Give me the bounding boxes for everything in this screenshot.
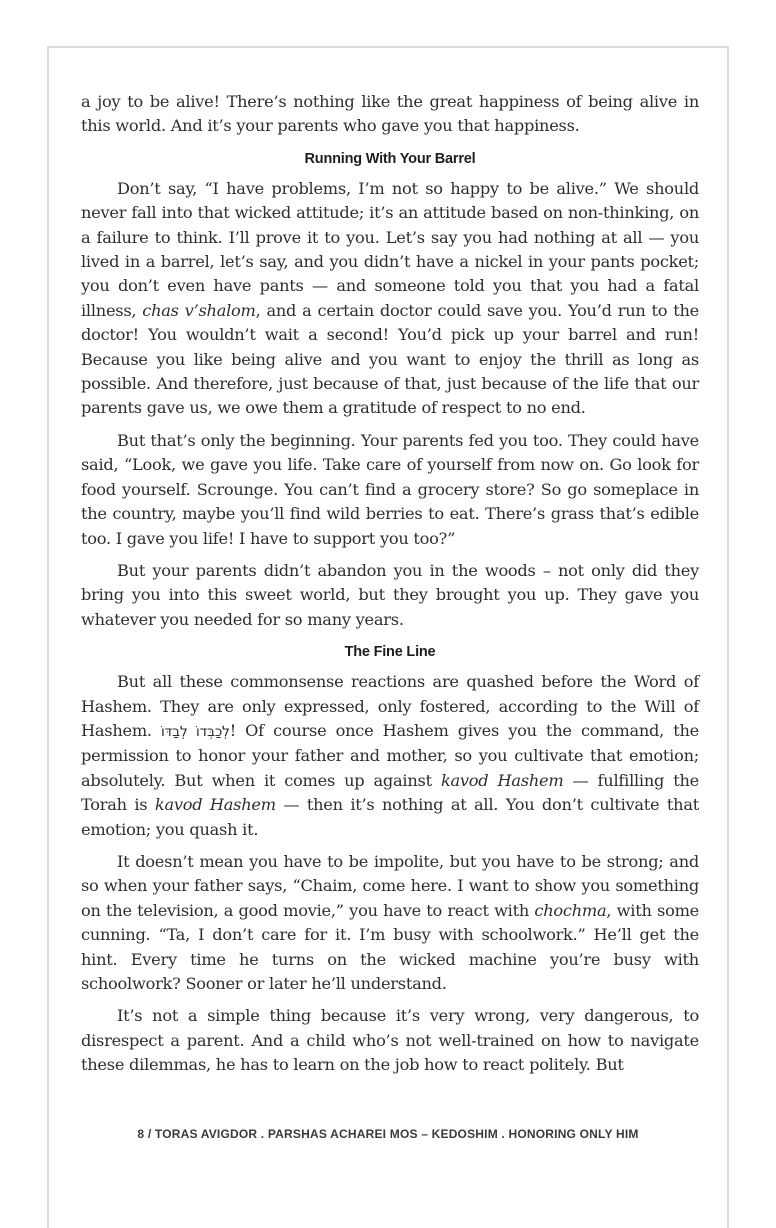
text-run: It doesn’t mean you have to be impolite, but you have to be strong; and so when your father says, “Chaim, come here. I want to show you something on the television, a good movie,” you have to react with xyxy=(81,851,699,920)
paragraph xyxy=(81,850,699,996)
paragraph-continued: a joy to be alive! There’s nothing like the great happiness of being alive in this world. And it’s your parents who gave you that happiness. xyxy=(81,92,699,136)
section-heading-running-with-your-barrel: Running With Your Barrel xyxy=(304,150,476,167)
italic-term: kavod Hashem xyxy=(440,770,564,790)
italic-term: chochma xyxy=(534,900,607,920)
running-footer: 8 / TORAS AVIGDOR . PARSHAS ACHAREI MOS – KEDOSHIM . HONORING ONLY HIM xyxy=(137,1127,639,1141)
paragraph: It’s not a simple thing because it’s very wrong, very dangerous, to disrespect a parent. And a child who’s not well-trained on how to navigate these dilemmas, he has to learn on the job how to react politely. But xyxy=(81,1006,699,1075)
text-run: ! Of course once Hashem gives you the command, the permission to honor your father and mother, so you cultivate that emotion; absolutely. But when it comes up against xyxy=(81,720,699,790)
text-run: , and a certain doctor could save you. You’d run to the doctor! You wouldn’t wait a second! You’d pick up your barrel and run! Because you like being alive and you want to enjoy the thrill as long as possible. And therefore, just because of that, just because of the life that our parents gave us, we owe them a gratitude of respect to no end. xyxy=(81,300,699,418)
text-run: , with some cunning. “Ta, I don’t care for it. I’m busy with schoolwork.” He’ll get the hint. Every time he turns on the wicked machine you’re busy with schoolwork? Sooner or later he’ll understand. xyxy=(81,900,699,993)
paragraph: But that’s only the beginning. Your parents fed you too. They could have said, “Look, we gave you life. Take care of yourself from now on. Go look for food yourself. Scrounge. You can’t find a grocery store? So go someplace in the country, maybe you’ll find wild berries to eat. There’s grass that’s edible too. I gave you life! I have to support you too?” xyxy=(81,430,699,548)
italic-term: kavod Hashem xyxy=(154,795,276,815)
text-run: But all these commonsense reactions are quashed before the Word of Hashem. They are only expressed, only fostered, according to the Will of Hashem. xyxy=(81,672,699,740)
text-run: — then it’s nothing at all. You don’t cultivate that emotion; you quash it. xyxy=(81,795,700,839)
text-run: Don’t say, “I have problems, I’m not so happy to be alive.” We should never fall into that wicked attitude; it’s an attitude based on non-thinking, on a failure to think. I’ll prove it to you. Let’s say you had nothing at all — you lived in a barrel, let’s say, and you didn’t have a nickel in your pants pocket; you don’t even have pants — and someone told you that you had a fatal illness, xyxy=(81,178,699,320)
italic-term: chas v’shalom xyxy=(142,300,256,320)
paragraph xyxy=(81,177,699,421)
page-body xyxy=(81,90,699,1086)
paragraph xyxy=(81,670,699,842)
section-heading-the-fine-line: The Fine Line xyxy=(344,644,436,661)
text-run: — fulfilling the Torah is xyxy=(81,770,699,815)
book-page xyxy=(47,46,729,1228)
hebrew-phrase: לְכַבְּדוֹ לְבַדּוֹ xyxy=(161,723,230,740)
paragraph: But your parents didn’t abandon you in the woods – not only did they bring you into this sweet world, but they brought you up. They gave you whatever you needed for so many years. xyxy=(81,560,699,629)
